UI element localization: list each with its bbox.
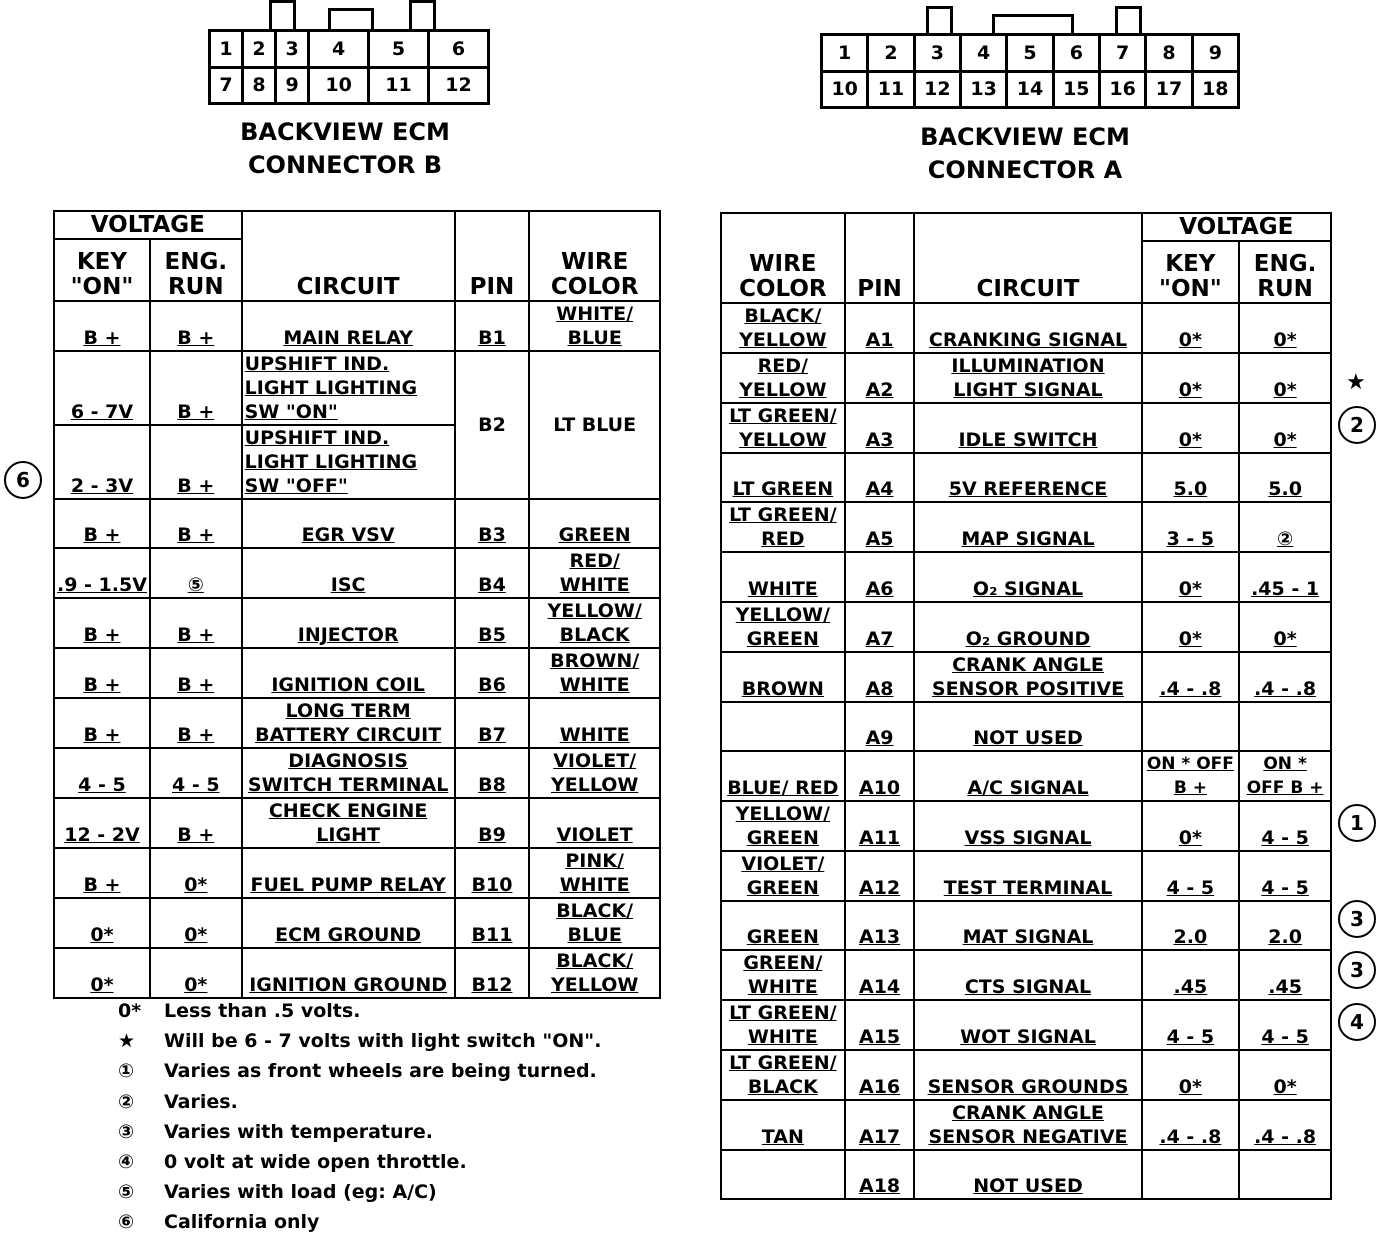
connector-b-key (269, 0, 296, 32)
note-item (118, 1177, 601, 1207)
wire-color-cell: BROWN (721, 652, 845, 702)
key-on-cell: 2.0 (1142, 901, 1240, 950)
table-row (54, 548, 660, 598)
eng-run-cell: 0* (1239, 1050, 1331, 1100)
table-row (54, 848, 660, 898)
pin-cell: 16 (1099, 71, 1145, 108)
pin-cell: B8 (455, 748, 530, 798)
eng-run-cell: B + (150, 598, 242, 648)
wire-color-cell: BROWN/ WHITE (529, 648, 660, 698)
pin-cell: 13 (960, 71, 1006, 108)
note-symbol: ④ (118, 1151, 135, 1174)
key-on-cell: B + (54, 698, 150, 748)
eng-run-cell: 4 - 5 (1239, 801, 1331, 851)
note-text: Varies as front wheels are being turned. (164, 1060, 597, 1083)
pin-cell: A5 (845, 502, 915, 552)
circuit-cell: NOT USED (914, 1150, 1141, 1199)
table-row (721, 901, 1331, 950)
pin-cell: B4 (455, 548, 530, 598)
circuit-cell: A/C SIGNAL (914, 751, 1141, 801)
key-on-cell: 2 - 3V (54, 425, 150, 499)
connector-a-key (926, 6, 953, 36)
wire-color-cell: TAN (721, 1100, 845, 1150)
circuit-cell: MAP SIGNAL (914, 502, 1141, 552)
table-row (721, 353, 1331, 403)
circuit-cell: CTS SIGNAL (914, 950, 1141, 1000)
circuit-cell: IDLE SWITCH (914, 403, 1141, 453)
circuit-cell: SENSOR GROUNDS (914, 1050, 1141, 1100)
connector-b-key (409, 0, 436, 32)
table-row (721, 1150, 1331, 1199)
key-on-cell: .9 - 1.5V (54, 548, 150, 598)
key-on-cell: 0* (1142, 1050, 1240, 1100)
table-row (721, 1000, 1331, 1050)
pin-cell: 6 (1053, 35, 1099, 72)
eng-run-cell: .4 - .8 (1239, 652, 1331, 702)
table-row (721, 602, 1331, 652)
key-on-cell: 0* (1142, 602, 1240, 652)
note-text: Varies with load (eg: A/C) (164, 1181, 437, 1204)
circuit-cell: IGNITION COIL (242, 648, 455, 698)
circuit-cell: 5V REFERENCE (914, 453, 1141, 502)
wire-color-cell: LT GREEN (721, 453, 845, 502)
note-symbol: ★ (118, 1030, 136, 1053)
pin-cell: A2 (845, 353, 915, 403)
pin-cell: 9 (1192, 35, 1238, 72)
eng-run-cell: B + (150, 798, 242, 848)
note-text: California only (164, 1211, 320, 1234)
circuit-cell: EGR VSV (242, 499, 455, 548)
circuit-cell: ISC (242, 548, 455, 598)
note-marker-3: 3 (1338, 900, 1376, 938)
key-on-cell: 12 - 2V (54, 798, 150, 848)
key-on-cell: 3 - 5 (1142, 502, 1240, 552)
table-row (54, 898, 660, 948)
wire-color-cell: WHITE (529, 698, 660, 748)
eng-run-cell: 4 - 5 (1239, 1000, 1331, 1050)
key-on-cell: 4 - 5 (1142, 851, 1240, 901)
connector-b-caption (180, 116, 510, 182)
pin-cell: A9 (845, 702, 915, 751)
header-circuit: CIRCUIT (242, 211, 455, 301)
circuit-cell: O₂ SIGNAL (914, 552, 1141, 601)
pin-cell: 14 (1007, 71, 1053, 108)
table-row (54, 748, 660, 798)
table-row (721, 453, 1331, 502)
circuit-cell: CRANKING SIGNAL (914, 303, 1141, 353)
key-on-cell: 0* (1142, 353, 1240, 403)
eng-run-cell: 0* (1239, 403, 1331, 453)
note-marker-2: 2 (1338, 406, 1376, 444)
wire-color-cell: VIOLET/ YELLOW (529, 748, 660, 798)
pin-cell: B3 (455, 499, 530, 548)
header-voltage: VOLTAGE (54, 211, 242, 239)
note-text: Varies. (164, 1090, 238, 1113)
header-pin: PIN (455, 211, 530, 301)
header-wire-color: WIRE COLOR (721, 213, 845, 303)
wire-color-cell: YELLOW/ GREEN (721, 801, 845, 851)
key-on-cell: 0* (1142, 303, 1240, 353)
note-text: 0 volt at wide open throttle. (164, 1151, 467, 1174)
key-on-cell: 5.0 (1142, 453, 1240, 502)
pin-cell: 11 (369, 67, 429, 104)
wire-color-cell: LT GREEN/ RED (721, 502, 845, 552)
caption-line: CONNECTOR B (247, 151, 443, 179)
eng-run-cell: 5.0 (1239, 453, 1331, 502)
pin-cell: A17 (845, 1100, 915, 1150)
eng-run-cell (1239, 1150, 1331, 1199)
eng-run-cell: 0* (1239, 353, 1331, 403)
circuit-cell: ECM GROUND (242, 898, 455, 948)
wire-color-cell: GREEN (721, 901, 845, 950)
pin-cell: A13 (845, 901, 915, 950)
wire-color-cell: PINK/ WHITE (529, 848, 660, 898)
wire-color-cell: VIOLET/ GREEN (721, 851, 845, 901)
wire-color-cell (721, 702, 845, 751)
pin-cell: 5 (1007, 35, 1053, 72)
note-text: Will be 6 - 7 volts with light switch "ON". (164, 1030, 602, 1053)
pin-cell: B5 (455, 598, 530, 648)
eng-run-cell: ② (1239, 502, 1331, 552)
key-on-cell: 0* (1142, 801, 1240, 851)
note-item (118, 1056, 601, 1086)
pin-cell: A1 (845, 303, 915, 353)
circuit-cell: MAT SIGNAL (914, 901, 1141, 950)
pin-cell: B7 (455, 698, 530, 748)
wire-color-cell: BLACK/ BLUE (529, 898, 660, 948)
eng-run-cell (1239, 702, 1331, 751)
pin-cell: B9 (455, 798, 530, 848)
circuit-cell: NOT USED (914, 702, 1141, 751)
circuit-cell: ILLUMINATION LIGHT SIGNAL (914, 353, 1141, 403)
header-voltage: VOLTAGE (1142, 213, 1331, 241)
pin-cell: A6 (845, 552, 915, 601)
header-circuit: CIRCUIT (914, 213, 1141, 303)
pin-cell: 18 (1192, 71, 1238, 108)
header-key-on: KEY "ON" (54, 239, 150, 301)
note-item (118, 1207, 601, 1237)
key-on-cell: .4 - .8 (1142, 1100, 1240, 1150)
connector-a-key (1115, 6, 1142, 36)
wire-color-cell: BLUE/ RED (721, 751, 845, 801)
header-eng-run: ENG. RUN (1239, 241, 1331, 303)
circuit-cell: FUEL PUMP RELAY (242, 848, 455, 898)
star-marker: ★ (1346, 370, 1366, 395)
circuit-cell: CRANK ANGLE SENSOR POSITIVE (914, 652, 1141, 702)
connector-b-pin-grid (208, 29, 490, 105)
pin-cell: A12 (845, 851, 915, 901)
pin-cell: 7 (210, 67, 243, 104)
wire-color-cell: BLACK/ YELLOW (721, 303, 845, 353)
pin-cell: B2 (455, 351, 530, 499)
table-row (54, 301, 660, 351)
connector-a-caption (860, 121, 1190, 187)
pin-cell: B10 (455, 848, 530, 898)
key-on-cell: B + (54, 499, 150, 548)
table-row (721, 751, 1331, 801)
pin-cell: B11 (455, 898, 530, 948)
note-text: Varies with temperature. (164, 1120, 433, 1143)
circuit-cell: CRANK ANGLE SENSOR NEGATIVE (914, 1100, 1141, 1150)
circuit-cell: CHECK ENGINE LIGHT (242, 798, 455, 848)
caption-line: BACKVIEW ECM (920, 123, 1130, 151)
header-key-on: KEY "ON" (1142, 241, 1240, 303)
pin-cell: B12 (455, 948, 530, 998)
eng-run-cell: B + (150, 301, 242, 351)
wire-color-cell: GREEN (529, 499, 660, 548)
pin-cell: A7 (845, 602, 915, 652)
pin-cell: 7 (1099, 35, 1145, 72)
eng-run-cell: .45 - 1 (1239, 552, 1331, 601)
pin-cell: A8 (845, 652, 915, 702)
pin-cell: A15 (845, 1000, 915, 1050)
circuit-cell: O₂ GROUND (914, 602, 1141, 652)
pin-cell: 3 (914, 35, 960, 72)
table-row (721, 1100, 1331, 1150)
wire-color-cell: VIOLET (529, 798, 660, 848)
note-symbol: ⑤ (118, 1181, 135, 1204)
key-on-cell: 4 - 5 (54, 748, 150, 798)
wire-color-cell: WHITE/ BLUE (529, 301, 660, 351)
key-on-cell: B + (54, 301, 150, 351)
note-symbol: ② (118, 1090, 135, 1113)
pin-cell: A16 (845, 1050, 915, 1100)
circuit-cell: TEST TERMINAL (914, 851, 1141, 901)
wire-color-cell: RED/ YELLOW (721, 353, 845, 403)
notes-legend (118, 996, 601, 1238)
circuit-cell: VSS SIGNAL (914, 801, 1141, 851)
wire-color-cell: LT GREEN/ YELLOW (721, 403, 845, 453)
table-row (721, 403, 1331, 453)
key-on-cell: .4 - .8 (1142, 652, 1240, 702)
header-wire-color: WIRE COLOR (529, 211, 660, 301)
eng-run-cell: B + (150, 698, 242, 748)
note-item (118, 996, 601, 1026)
eng-run-cell: 2.0 (1239, 901, 1331, 950)
wire-color-cell: LT GREEN/ BLACK (721, 1050, 845, 1100)
circuit-cell: WOT SIGNAL (914, 1000, 1141, 1050)
note-marker-6: 6 (4, 461, 42, 499)
note-symbol: ① (118, 1060, 135, 1083)
eng-run-cell: 4 - 5 (1239, 851, 1331, 901)
pin-cell: 2 (868, 35, 914, 72)
note-item (118, 1026, 601, 1056)
caption-line: BACKVIEW ECM (240, 118, 450, 146)
note-item (118, 1087, 601, 1117)
circuit-cell: UPSHIFT IND. LIGHT LIGHTING SW "OFF" (242, 425, 455, 499)
key-on-cell: 6 - 7V (54, 351, 150, 425)
circuit-cell: IGNITION GROUND (242, 948, 455, 998)
pin-cell: A18 (845, 1150, 915, 1199)
circuit-cell: LONG TERM BATTERY CIRCUIT (242, 698, 455, 748)
wire-color-cell: RED/ WHITE (529, 548, 660, 598)
wire-color-cell: YELLOW/ GREEN (721, 602, 845, 652)
eng-run-cell: 0* (1239, 602, 1331, 652)
table-row (54, 499, 660, 548)
table-row (721, 950, 1331, 1000)
pin-cell: A14 (845, 950, 915, 1000)
header-pin: PIN (845, 213, 915, 303)
note-symbol: 0* (118, 1000, 142, 1022)
key-on-cell: 0* (54, 948, 150, 998)
note-text: Less than .5 volts. (164, 1000, 361, 1022)
pin-cell: 5 (369, 31, 429, 68)
pin-cell: A10 (845, 751, 915, 801)
eng-run-cell: .4 - .8 (1239, 1100, 1331, 1150)
key-on-cell: B + (54, 848, 150, 898)
pin-cell: 6 (429, 31, 489, 68)
key-on-cell: 0* (54, 898, 150, 948)
eng-run-cell: B + (150, 648, 242, 698)
key-on-cell: 0* (1142, 552, 1240, 601)
key-on-cell: 4 - 5 (1142, 1000, 1240, 1050)
pin-cell: A11 (845, 801, 915, 851)
circuit-cell: MAIN RELAY (242, 301, 455, 351)
table-row (721, 502, 1331, 552)
circuit-cell: INJECTOR (242, 598, 455, 648)
pin-cell: 15 (1053, 71, 1099, 108)
pin-cell: 8 (243, 67, 276, 104)
pin-cell: 1 (822, 35, 868, 72)
note-item (118, 1147, 601, 1177)
connector-a-table (720, 212, 1332, 1200)
key-on-cell: .45 (1142, 950, 1240, 1000)
pin-cell: 12 (429, 67, 489, 104)
key-on-cell (1142, 702, 1240, 751)
note-marker-3: 3 (1338, 951, 1376, 989)
key-on-cell: B + (54, 648, 150, 698)
table-row (54, 698, 660, 748)
pin-cell: 4 (309, 31, 369, 68)
table-row (721, 702, 1331, 751)
eng-run-cell: B + (150, 425, 242, 499)
eng-run-cell: B + (150, 499, 242, 548)
table-row (54, 351, 660, 425)
pin-cell: 17 (1146, 71, 1192, 108)
table-row (54, 648, 660, 698)
eng-run-cell: 0* (150, 848, 242, 898)
pin-cell: B6 (455, 648, 530, 698)
note-symbol: ③ (118, 1120, 135, 1143)
table-row (721, 552, 1331, 601)
connector-a-pin-grid (820, 33, 1240, 109)
table-row (721, 303, 1331, 353)
eng-run-cell: B + (150, 351, 242, 425)
eng-run-cell: ⑤ (150, 548, 242, 598)
wire-color-cell: LT BLUE (529, 351, 660, 499)
eng-run-cell: 0* (150, 898, 242, 948)
wire-color-cell: LT GREEN/ WHITE (721, 1000, 845, 1050)
pin-cell: 10 (309, 67, 369, 104)
table-row (721, 652, 1331, 702)
pin-cell: B1 (455, 301, 530, 351)
eng-run-cell: 0* (150, 948, 242, 998)
eng-run-cell: .45 (1239, 950, 1331, 1000)
pin-cell: 4 (960, 35, 1006, 72)
wire-color-cell: WHITE (721, 552, 845, 601)
pin-cell: 12 (914, 71, 960, 108)
key-on-cell (1142, 1150, 1240, 1199)
eng-run-cell: 0* (1239, 303, 1331, 353)
note-item (118, 1117, 601, 1147)
table-row (721, 851, 1331, 901)
pin-cell: A4 (845, 453, 915, 502)
pin-cell: 3 (276, 31, 309, 68)
pin-cell: 1 (210, 31, 243, 68)
eng-run-cell: ON * OFF B + (1239, 751, 1331, 801)
pin-cell: 2 (243, 31, 276, 68)
circuit-cell: UPSHIFT IND. LIGHT LIGHTING SW "ON" (242, 351, 455, 425)
key-on-cell: B + (54, 598, 150, 648)
pin-cell: 8 (1146, 35, 1192, 72)
key-on-cell: ON * OFF B + (1142, 751, 1240, 801)
wire-color-cell (721, 1150, 845, 1199)
key-on-cell: 0* (1142, 403, 1240, 453)
pin-cell: 11 (868, 71, 914, 108)
note-marker-1: 1 (1338, 804, 1376, 842)
pin-cell: 9 (276, 67, 309, 104)
table-row (54, 798, 660, 848)
pin-cell: 10 (822, 71, 868, 108)
connector-b-table (53, 210, 661, 999)
wire-color-cell: BLACK/ YELLOW (529, 948, 660, 998)
circuit-cell: DIAGNOSIS SWITCH TERMINAL (242, 748, 455, 798)
note-symbol: ⑥ (118, 1211, 135, 1234)
note-marker-4: 4 (1338, 1003, 1376, 1041)
eng-run-cell: 4 - 5 (150, 748, 242, 798)
table-row (54, 948, 660, 998)
wire-color-cell: YELLOW/ BLACK (529, 598, 660, 648)
caption-line: CONNECTOR A (927, 156, 1123, 184)
header-eng-run: ENG. RUN (150, 239, 242, 301)
wire-color-cell: GREEN/ WHITE (721, 950, 845, 1000)
table-row (721, 1050, 1331, 1100)
table-row (721, 801, 1331, 851)
pin-cell: A3 (845, 403, 915, 453)
table-row (54, 598, 660, 648)
